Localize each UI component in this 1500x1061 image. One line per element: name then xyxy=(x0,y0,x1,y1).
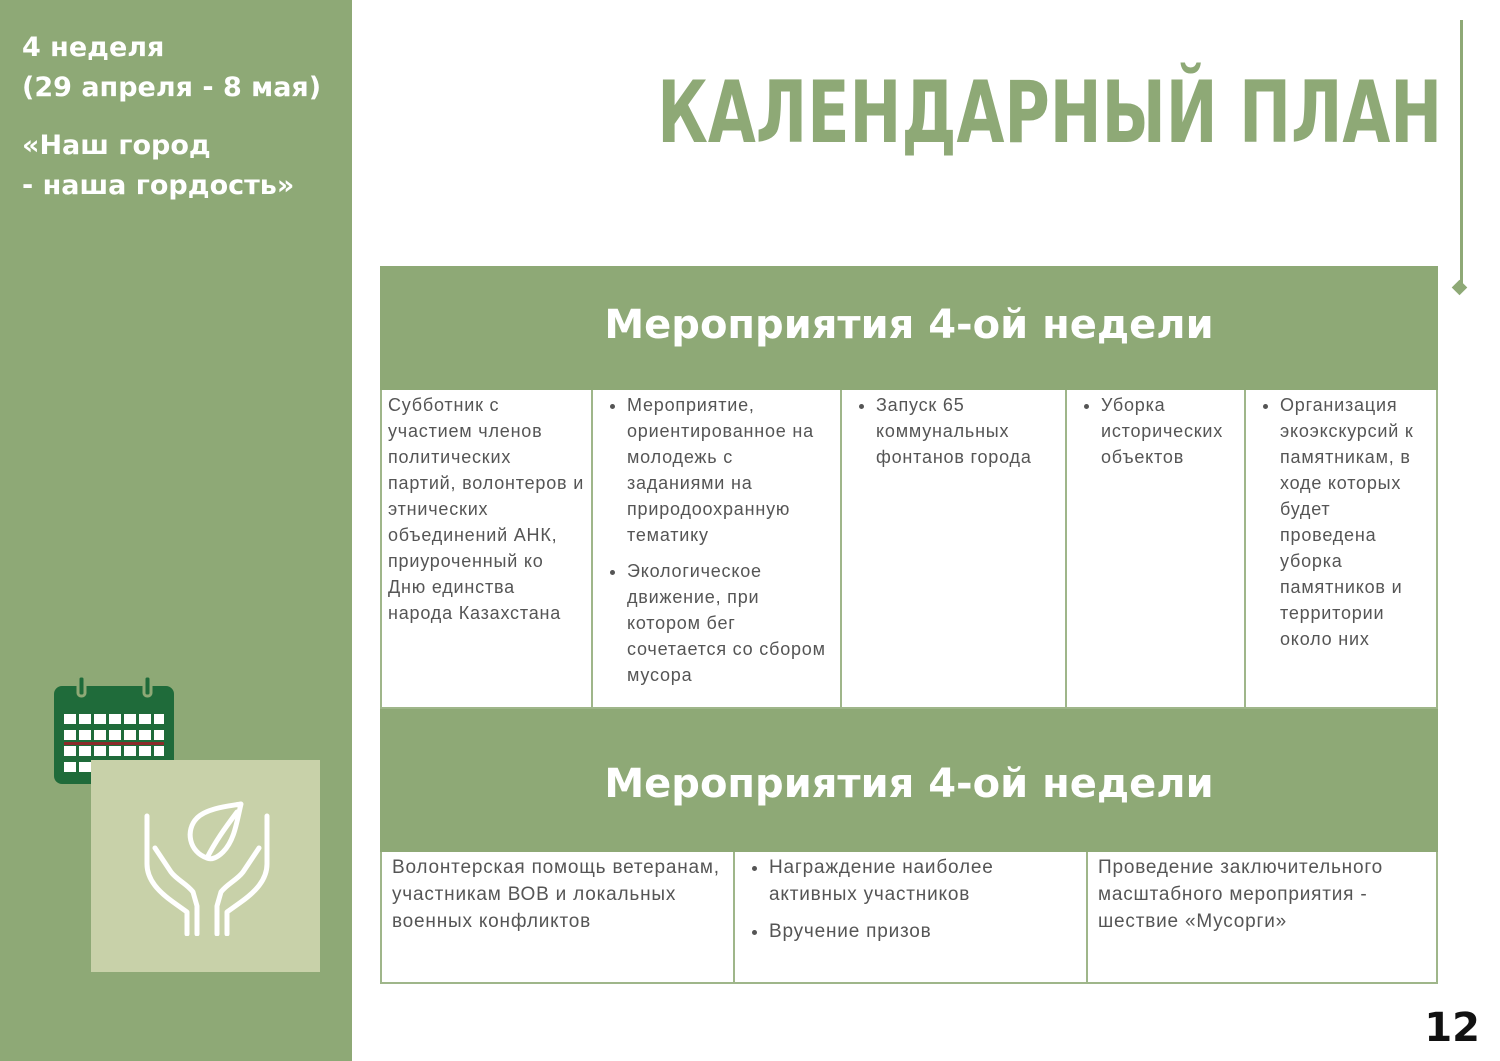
section-1-cell-3 xyxy=(842,390,1067,707)
motto-line-2: - наша гордость» xyxy=(22,170,295,201)
list-item: • Запуск 65 коммунальных фонтанов города xyxy=(876,392,1059,470)
week-number: 4 неделя xyxy=(22,32,165,63)
list-item: • Организация экоэкскурсий к памятникам, в ходе которых будет проведена уборка памятников и территории около них xyxy=(1280,392,1430,652)
section-1-cell-5 xyxy=(1246,390,1436,707)
list-item: • Вручение призов xyxy=(769,918,1080,945)
week-dates: (29 апреля - 8 мая) xyxy=(22,72,322,103)
section-2-cell-3 xyxy=(1088,852,1436,982)
list-item: • Мероприятие, ориентированное на молодежь с заданиями на природоохранную тематику xyxy=(627,392,834,548)
decorative-diamond xyxy=(1452,280,1468,296)
page-number: 12 xyxy=(1424,1005,1480,1051)
week-label xyxy=(22,28,321,108)
list-item: • Экологическое движение, при котором бег сочетается со сбором мусора xyxy=(627,558,834,688)
hands-leaf-icon xyxy=(137,796,277,936)
section-1-cell-2 xyxy=(593,390,842,707)
section-2-cell-1 xyxy=(382,852,735,982)
section-1-row xyxy=(380,390,1438,709)
section-2-row xyxy=(380,852,1438,984)
cell-text: Проведение заключительного масштабного мероприятия - шествие «Мусорги» xyxy=(1098,857,1384,932)
cell-text: Волонтерская помощь ветеранам, участникам ВОВ и локальных военных конфликтов xyxy=(392,857,720,932)
decorative-vertical-line xyxy=(1460,20,1463,284)
section-1-header: Мероприятия 4-ой недели xyxy=(380,266,1438,390)
section-2-header: Мероприятия 4-ой недели xyxy=(380,709,1438,852)
section-1-cell-4 xyxy=(1067,390,1246,707)
week-motto xyxy=(22,126,294,206)
page-title: КАЛЕНДАРНЫЙ ПЛАН xyxy=(657,63,1442,163)
hands-leaf-panel xyxy=(91,760,320,972)
cell-text: Субботник с участием членов политических партий, волонтеров и этнических объединений АНК, приуроченный ко Дню единства народа Казахстана xyxy=(388,395,585,623)
sidebar xyxy=(0,0,352,1061)
section-2-cell-2 xyxy=(735,852,1088,982)
list-item: • Награждение наиболее активных участников xyxy=(769,854,1080,908)
section-1-cell-1 xyxy=(382,390,593,707)
motto-line-1: «Наш город xyxy=(22,130,211,161)
list-item: • Уборка исторических объектов xyxy=(1101,392,1238,470)
